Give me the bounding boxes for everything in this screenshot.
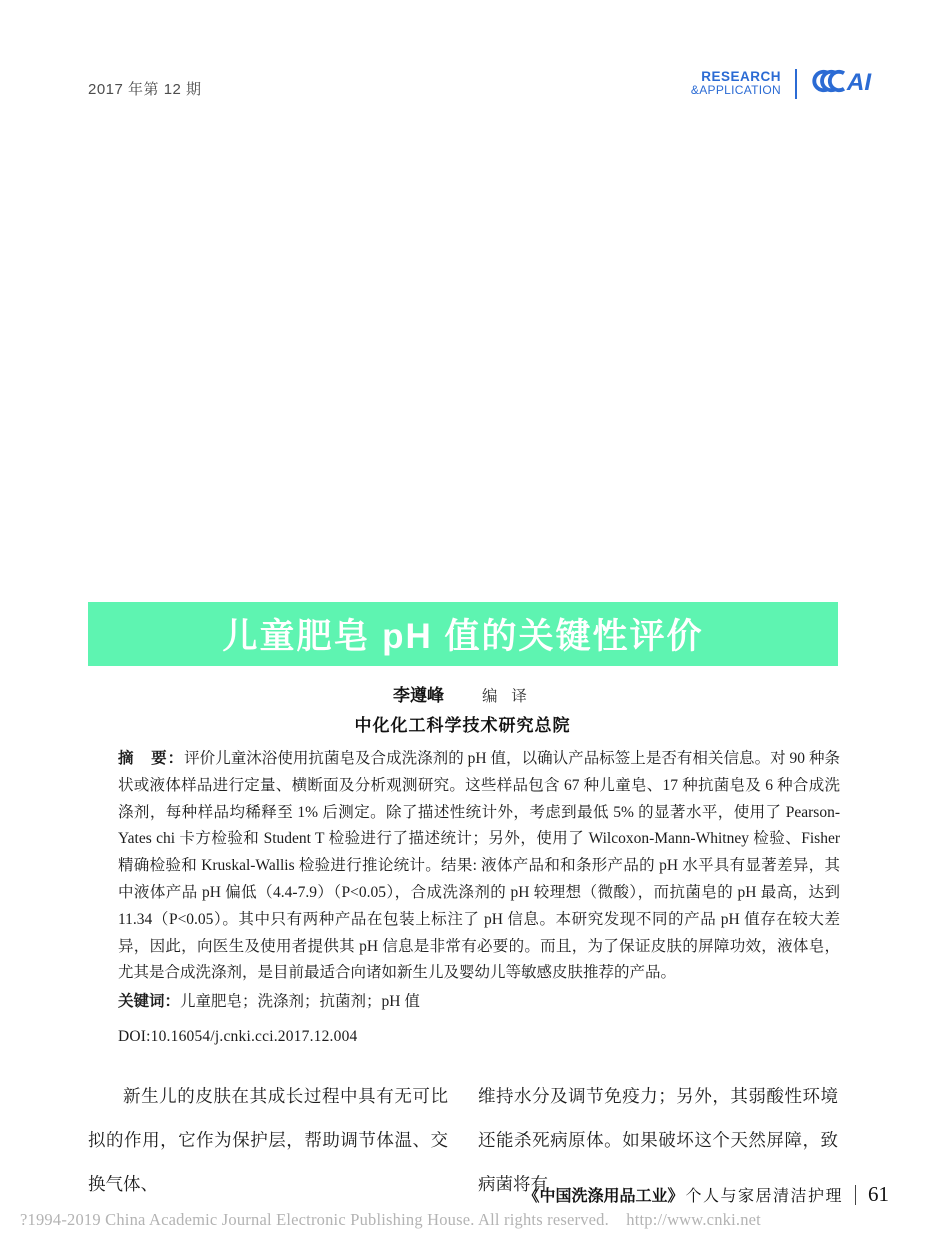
body-column-left (88, 1074, 448, 1206)
abstract-paragraph (118, 746, 840, 987)
author-affiliation: 中化化工科学技术研究总院 (354, 716, 571, 735)
body-paragraph-right: 维持水分及调节免疫力；另外，其弱酸性环境还能杀死病原体。如果破坏这个天然屏障，致病菌将有 (478, 1086, 838, 1194)
author-line (0, 681, 925, 706)
keywords-label: 关键词： (118, 993, 181, 1011)
page-header (88, 66, 877, 101)
page-footer (523, 1182, 889, 1207)
title-banner (88, 602, 838, 666)
header-divider (795, 69, 797, 99)
research-label: RESEARCH (701, 68, 781, 84)
application-label: &APPLICATION (690, 83, 781, 98)
abstract-text: 评价儿童沐浴使用抗菌皂及合成洗涤剂的 pH 值，以确认产品标签上是否有相关信息。对 90 种条状或液体样品进行定量、横断面及分析观测研究。这些样品包含 67 种儿童皂、17 种抗菌皂及 6 种合成洗涤剂，每种样品均稀释至 1% 后测定。除了描述性统计外，考虑到最低 5% 的显著水平，使用了 Pearson-Yates chi 卡方检验和 Student T 检验进行了描述统计；另外，使用了 Wilcoxon-Mann-Whitney 检验、Fisher 精确检验和 Kruskal-Wallis 检验进行推论统计。结果: 液体产品和和条形产品的 pH 水平具有显著差异，其中液体产品 pH 偏低（4.4-7.9）（P<0.05），合成洗涤剂的 pH 较理想（微酸），而抗菌皂的 pH 最高，达到 11.34（P<0.05）。其中只有两种产品在包装上标注了 pH 信息。本研究发现不同的产品 pH 值存在较大差异，因此，向医生及使用者提供其 pH 信息是非常有必要的。而且，为了保证皮肤的屏障功效，液体皂，尤其是合成洗涤剂，是目前最适合向诸如新生儿及婴幼儿等敏感皮肤推荐的产品。 (118, 750, 840, 982)
footer-journal-title: 《中国洗涤用品工业》 (523, 1188, 684, 1205)
doi-line: DOI:10.16054/j.cnki.cci.2017.12.004 (118, 1027, 358, 1045)
cnki-watermark: ?1994-2019 China Academic Journal Electronic Publishing House. All rights reserved. http://www.cnki.net (20, 1210, 761, 1229)
footer-divider (855, 1185, 856, 1205)
keywords-text: 儿童肥皂；洗涤剂；抗菌剂；pH 值 (180, 993, 420, 1011)
svg-text:AI: AI (846, 69, 872, 96)
keywords-line (118, 989, 840, 1016)
author-name: 李遵峰 (393, 686, 445, 705)
cccai-logo-icon (811, 66, 877, 101)
article-title: 儿童肥皂 pH 值的关键性评价 (222, 617, 704, 656)
page-number: 61 (868, 1182, 889, 1206)
research-application-label (691, 69, 781, 98)
abstract-block (118, 746, 840, 1046)
header-right (691, 66, 877, 101)
issue-label: 2017 年第 12 期 (88, 81, 202, 98)
body-paragraph-left: 新生儿的皮肤在其成长过程中具有无可比拟的作用，它作为保护层，帮助调节体温、交换气体、 (88, 1086, 448, 1194)
author-role: 编 译 (482, 688, 532, 705)
footer-section-title: 个人与家居清洁护理 (685, 1188, 843, 1205)
abstract-label: 摘 要： (118, 750, 185, 767)
